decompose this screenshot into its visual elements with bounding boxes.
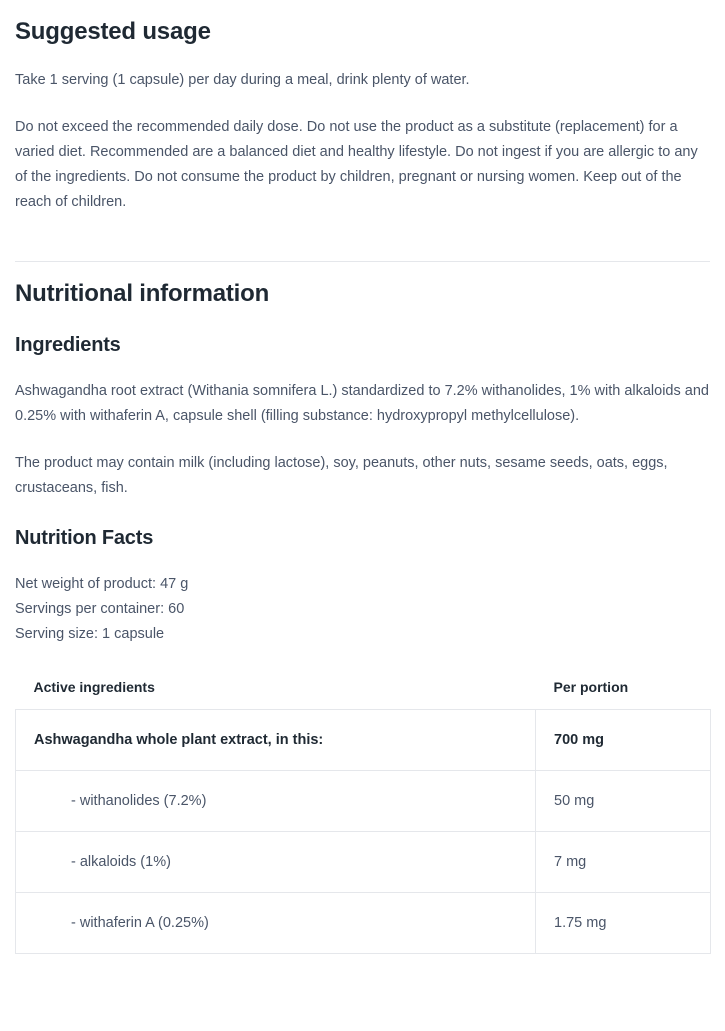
suggested-usage-title: Suggested usage [15,18,211,45]
table-row [16,893,711,954]
nutrition-facts-lines [15,572,710,647]
ingredients-paragraph-2: The product may contain milk (including lactose), soy, peanuts, other nuts, sesame seeds, oats, eggs, crustaceans, fish. [15,455,668,496]
table-row [16,832,711,893]
table-row [16,771,711,832]
column-header-active-ingredients: Active ingredients [33,679,155,695]
ingredients-paragraph-1: Ashwagandha root extract (Withania somnifera L.) standardized to 7.2% withanolides, 1% with alkaloids and 0.25% with withaferin A, capsule shell (filling substance: hydroxypropyl methylcellulose). [15,383,709,424]
serving-size-line: Serving size: 1 capsule [15,626,165,642]
ingredient-name: - withanolides (7.2%) [16,771,536,832]
column-header-per-portion: Per portion [553,679,629,695]
ingredient-value: 50 mg [536,771,711,832]
table-row [16,710,711,771]
ingredient-name: - alkaloids (1%) [16,832,536,893]
ingredient-value: 7 mg [536,832,711,893]
servings-per-container-line: Servings per container: 60 [15,601,185,617]
ingredient-name: Ashwagandha whole plant extract, in this: [16,710,536,771]
nutritional-information-title: Nutritional information [15,280,270,307]
ingredient-value: 1.75 mg [536,893,711,954]
suggested-usage-paragraph-1: Take 1 serving (1 capsule) per day during a meal, drink plenty of water. [15,72,470,88]
net-weight-line: Net weight of product: 47 g [15,576,189,592]
section-divider [15,261,710,262]
ingredients-title: Ingredients [15,334,121,356]
ingredient-name: - withaferin A (0.25%) [16,893,536,954]
nutrition-facts-table [15,669,711,954]
product-details-page [0,18,725,954]
ingredient-value: 700 mg [536,710,711,771]
nutrition-facts-title: Nutrition Facts [15,527,154,549]
table-header-row [16,669,711,710]
suggested-usage-paragraph-2: Do not exceed the recommended daily dose. Do not use the product as a substitute (replacement) for a varied diet. Recommended are a balanced diet and healthy lifestyle. Do not ingest if you are allergic to any of the ingredients. Do not consume the product by children, pregnant or nursing women. Keep out of the reach of children. [15,119,698,210]
